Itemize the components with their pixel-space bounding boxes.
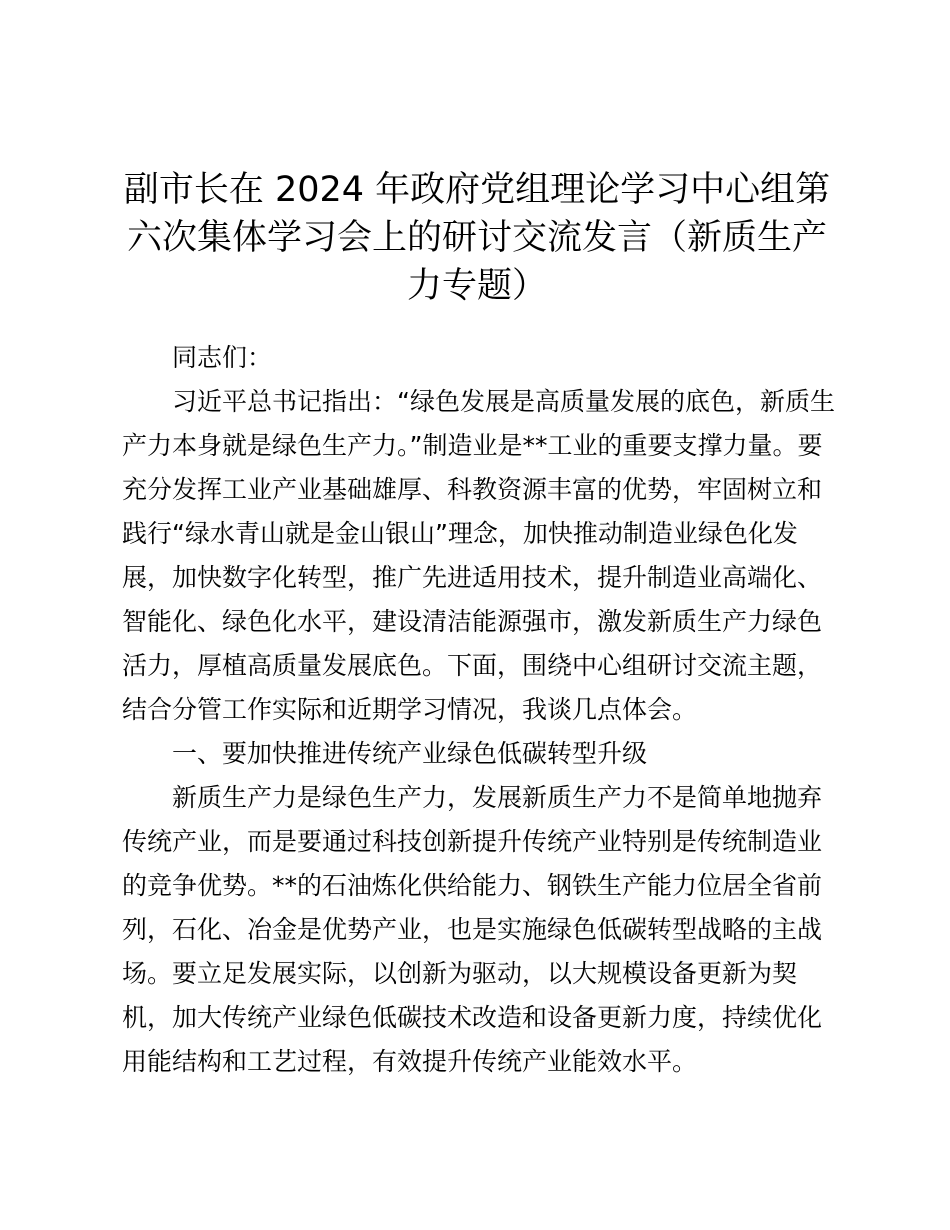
paragraph-line: 结合分管工作实际和近期学习情况，我谈几点体会。	[122, 695, 698, 724]
paragraph-intro	[122, 380, 835, 732]
document-title	[120, 166, 834, 310]
paragraph-section-1	[122, 776, 832, 1084]
paragraph-line: 践行“绿水青山就是金山银山”理念，加快推动制造业绿色化发	[122, 519, 798, 548]
paragraph-line: 传统产业，而是要通过科技创新提升传统产业特别是传统制造业	[122, 827, 823, 856]
paragraph-line: 智能化、绿色化水平，建设清洁能源强市，激发新质生产力绿色	[122, 607, 823, 636]
paragraph-line: 习近平总书记指出：“绿色发展是高质量发展的底色，新质生	[172, 387, 835, 416]
title-line: 力专题）	[406, 266, 547, 306]
paragraph-line: 场。要立足发展实际，以创新为驱动，以大规模设备更新为契	[122, 959, 798, 988]
paragraph-line: 的竞争优势。**的石油炼化供给能力、钢铁生产能力位居全省前	[122, 871, 823, 900]
title-line: 六次集体学习会上的研讨交流发言（新质生产	[126, 218, 827, 258]
document-body	[122, 336, 835, 1084]
salutation: 同志们：	[172, 343, 273, 372]
paragraph-line: 用能结构和工艺过程，有效提升传统产业能效水平。	[122, 1047, 698, 1076]
paragraph-line: 新质生产力是绿色生产力，发展新质生产力不是简单地抛弃	[172, 783, 823, 812]
paragraph-line: 展，加快数字化转型，推广先进适用技术，提升制造业高端化、	[122, 563, 823, 592]
section-heading: 一、要加快推进传统产业绿色低碳转型升级	[172, 739, 648, 768]
paragraph-line: 机，加大传统产业绿色低碳技术改造和设备更新力度，持续优化	[122, 1003, 823, 1032]
paragraph-line: 充分发挥工业产业基础雄厚、科教资源丰富的优势，牢固树立和	[122, 475, 823, 504]
paragraph-line: 产力本身就是绿色生产力。”制造业是**工业的重要支撑力量。要	[122, 431, 823, 460]
paragraph-line: 列，石化、冶金是优势产业，也是实施绿色低碳转型战略的主战	[122, 915, 823, 944]
paragraph-line: 活力，厚植高质量发展底色。下面，围绕中心组研讨交流主题，	[122, 651, 823, 680]
title-line: 副市长在 2024 年政府党组理论学习中心组第	[123, 170, 831, 210]
